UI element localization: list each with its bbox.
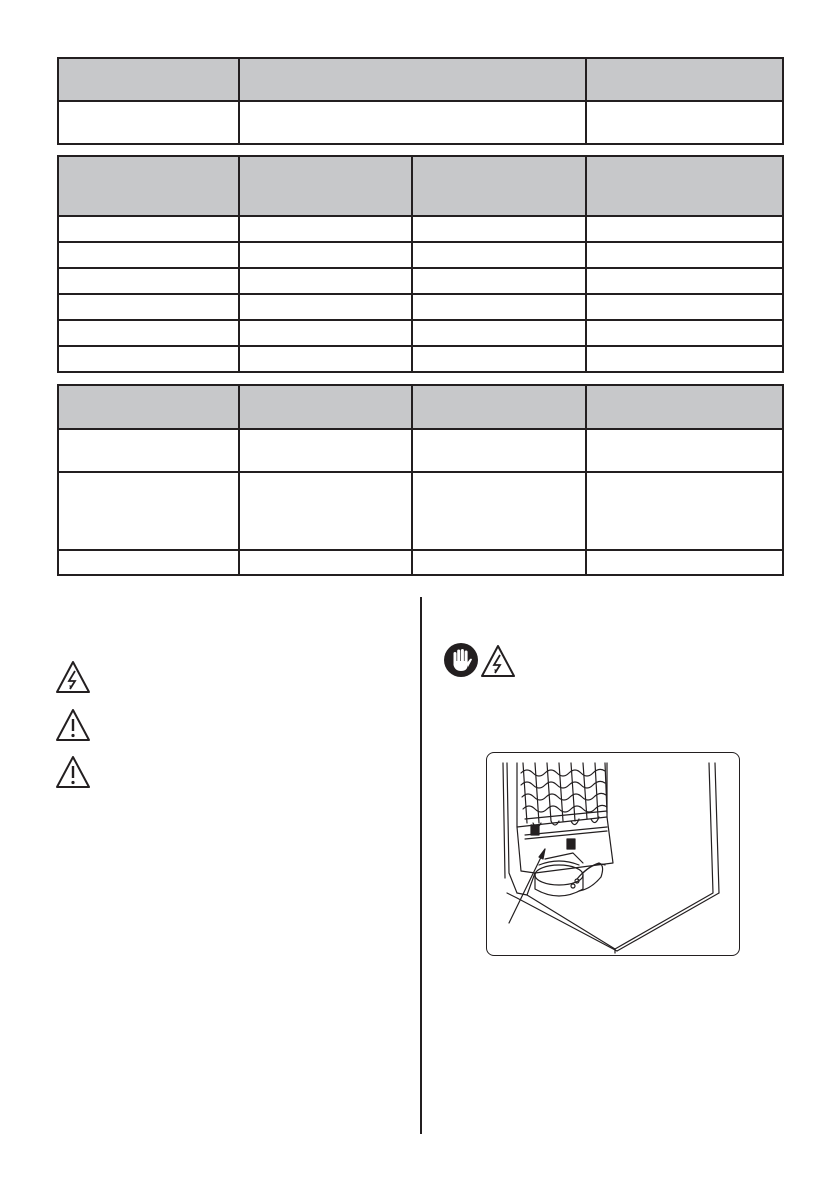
table-cell [239,429,412,472]
caution-icon [55,755,91,789]
spec-table-2 [57,155,784,373]
table-cell [586,429,783,472]
table-cell [586,472,783,550]
table-cell [239,472,412,550]
table-cell [412,346,586,372]
table-cell [412,268,586,294]
table-header-row [58,385,783,429]
table-cell [58,242,239,268]
table-row [58,216,783,242]
table-cell [412,550,586,575]
table-cell [239,320,412,346]
caution-icon [55,708,91,742]
table-row [58,550,783,575]
stop-hand-icon [443,642,479,678]
header-cell [412,156,586,216]
table-row [58,242,783,268]
table-cell [586,550,783,575]
header-cell [586,385,783,429]
table-row [58,472,783,550]
table-cell [58,346,239,372]
table-cell [586,101,783,144]
table-cell [586,242,783,268]
header-cell [239,58,586,101]
table-cell [412,472,586,550]
header-cell [412,385,586,429]
header-cell [586,156,783,216]
electric-hazard-icon [480,644,516,678]
header-cell [239,156,412,216]
spec-table-3 [57,384,784,576]
table-cell [58,216,239,242]
table-row [58,346,783,372]
table-cell [412,294,586,320]
table-cell [239,101,586,144]
table-cell [239,216,412,242]
table-header-row [58,58,783,101]
table-cell [58,550,239,575]
fridge-back-drawing [487,753,740,956]
header-cell [58,156,239,216]
table-row [58,294,783,320]
table-cell [239,268,412,294]
table-row [58,101,783,144]
table-cell [58,101,239,144]
table-cell [412,242,586,268]
table-row [58,268,783,294]
table-cell [586,346,783,372]
table-cell [58,294,239,320]
table-cell [412,429,586,472]
spec-table-1 [57,57,784,145]
table-cell [239,294,412,320]
compressor-illustration [486,752,740,956]
table-header-row [58,156,783,216]
electric-hazard-icon [55,660,91,694]
table-cell [58,268,239,294]
table-row [58,429,783,472]
table-cell [586,268,783,294]
table-cell [239,242,412,268]
table-cell [586,294,783,320]
table-cell [412,320,586,346]
table-cell [58,429,239,472]
header-cell [58,58,239,101]
column-divider [420,597,422,1134]
table-cell [239,550,412,575]
header-cell [239,385,412,429]
table-row [58,320,783,346]
table-cell [586,320,783,346]
table-cell [58,472,239,550]
header-cell [586,58,783,101]
table-cell [412,216,586,242]
table-cell [586,216,783,242]
table-cell [58,320,239,346]
table-cell [239,346,412,372]
header-cell [58,385,239,429]
